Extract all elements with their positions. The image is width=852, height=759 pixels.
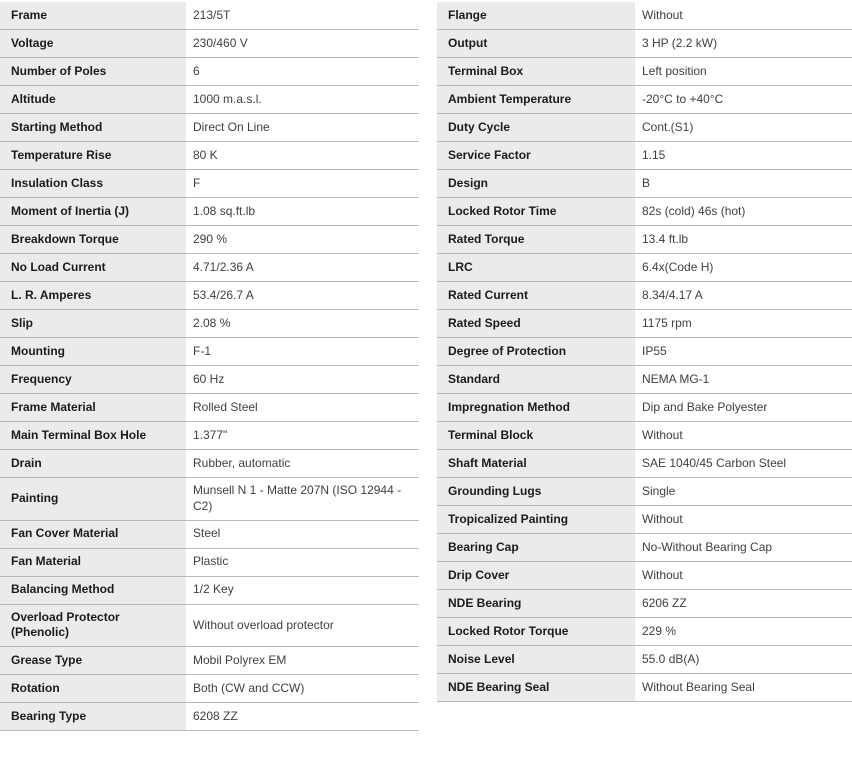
spec-value: Without (635, 422, 852, 449)
spec-label: LRC (437, 254, 635, 281)
spec-value: Left position (635, 58, 852, 85)
spec-value: 1.15 (635, 142, 852, 169)
table-row (0, 521, 419, 549)
spec-value: 1000 m.a.s.l. (186, 86, 419, 113)
spec-value: 1.377" (186, 422, 419, 449)
spec-label: Insulation Class (0, 170, 186, 197)
spec-label: Standard (437, 366, 635, 393)
table-row (0, 366, 419, 394)
spec-label: NDE Bearing Seal (437, 674, 635, 701)
spec-value: -20°C to +40°C (635, 86, 852, 113)
table-row (437, 226, 852, 254)
table-row (0, 58, 419, 86)
spec-value: Without (635, 562, 852, 589)
spec-value: 6206 ZZ (635, 590, 852, 617)
table-row (0, 577, 419, 605)
table-row (437, 590, 852, 618)
table-row (437, 30, 852, 58)
spec-label: Flange (437, 2, 635, 29)
spec-value: B (635, 170, 852, 197)
spec-value: SAE 1040/45 Carbon Steel (635, 450, 852, 477)
spec-value: 53.4/26.7 A (186, 282, 419, 309)
table-row (437, 618, 852, 646)
table-row (437, 170, 852, 198)
spec-value: Cont.(S1) (635, 114, 852, 141)
spec-value: Plastic (186, 549, 419, 576)
spec-value: 82s (cold) 46s (hot) (635, 198, 852, 225)
spec-label: Frame Material (0, 394, 186, 421)
table-row (437, 142, 852, 170)
spec-label: Rotation (0, 675, 186, 702)
table-row (0, 254, 419, 282)
spec-label: Bearing Type (0, 703, 186, 730)
spec-value: 1.08 sq.ft.lb (186, 198, 419, 225)
spec-label: Duty Cycle (437, 114, 635, 141)
table-row (0, 478, 419, 521)
spec-label: Shaft Material (437, 450, 635, 477)
spec-label: Output (437, 30, 635, 57)
spec-value: NEMA MG-1 (635, 366, 852, 393)
table-row (0, 142, 419, 170)
table-row (437, 310, 852, 338)
table-row (0, 422, 419, 450)
spec-label: Moment of Inertia (J) (0, 198, 186, 225)
table-row (437, 478, 852, 506)
spec-value: 1175 rpm (635, 310, 852, 337)
spec-value: 290 % (186, 226, 419, 253)
spec-label: Frequency (0, 366, 186, 393)
table-row (437, 562, 852, 590)
spec-value: Without overload protector (186, 605, 419, 647)
spec-value: Without (635, 2, 852, 29)
spec-value: No-Without Bearing Cap (635, 534, 852, 561)
spec-label: Tropicalized Painting (437, 506, 635, 533)
spec-label: Terminal Box (437, 58, 635, 85)
spec-label: Rated Torque (437, 226, 635, 253)
spec-value: 55.0 dB(A) (635, 646, 852, 673)
spec-label: Rated Speed (437, 310, 635, 337)
spec-label: Painting (0, 478, 186, 520)
spec-label: Terminal Block (437, 422, 635, 449)
table-row (0, 394, 419, 422)
spec-table-right (437, 2, 852, 702)
spec-value: Rubber, automatic (186, 450, 419, 477)
table-row (0, 170, 419, 198)
spec-label: L. R. Amperes (0, 282, 186, 309)
table-row (437, 366, 852, 394)
table-row (0, 675, 419, 703)
spec-label: Rated Current (437, 282, 635, 309)
spec-value: 213/5T (186, 2, 419, 29)
spec-label: Grease Type (0, 647, 186, 674)
spec-label: Grounding Lugs (437, 478, 635, 505)
spec-label: Balancing Method (0, 577, 186, 604)
table-row (437, 394, 852, 422)
spec-value: Both (CW and CCW) (186, 675, 419, 702)
spec-value: 230/460 V (186, 30, 419, 57)
table-row (437, 338, 852, 366)
spec-value: 3 HP (2.2 kW) (635, 30, 852, 57)
spec-label: Degree of Protection (437, 338, 635, 365)
spec-value: Mobil Polyrex EM (186, 647, 419, 674)
spec-label: Locked Rotor Time (437, 198, 635, 225)
spec-label: Bearing Cap (437, 534, 635, 561)
spec-label: Main Terminal Box Hole (0, 422, 186, 449)
table-row (0, 2, 419, 30)
table-row (437, 254, 852, 282)
spec-label: Noise Level (437, 646, 635, 673)
spec-value: 8.34/4.17 A (635, 282, 852, 309)
spec-label: Temperature Rise (0, 142, 186, 169)
table-row (437, 674, 852, 702)
table-row (0, 114, 419, 142)
spec-value: Without (635, 506, 852, 533)
spec-value: F (186, 170, 419, 197)
table-row (0, 30, 419, 58)
spec-label: Drip Cover (437, 562, 635, 589)
table-row (0, 605, 419, 648)
table-row (437, 534, 852, 562)
table-row (0, 450, 419, 478)
table-row (0, 198, 419, 226)
table-row (0, 703, 419, 731)
spec-value: 229 % (635, 618, 852, 645)
spec-value: 6.4x(Code H) (635, 254, 852, 281)
spec-label: Design (437, 170, 635, 197)
spec-value: IP55 (635, 338, 852, 365)
spec-label: Number of Poles (0, 58, 186, 85)
spec-value: 4.71/2.36 A (186, 254, 419, 281)
table-row (437, 422, 852, 450)
spec-value: 2.08 % (186, 310, 419, 337)
table-row (437, 58, 852, 86)
table-row (437, 198, 852, 226)
table-row (0, 226, 419, 254)
spec-label: Service Factor (437, 142, 635, 169)
table-row (0, 549, 419, 577)
table-row (437, 450, 852, 478)
spec-label: Overload Protector (Phenolic) (0, 605, 186, 647)
spec-value: 1/2 Key (186, 577, 419, 604)
spec-value: 6 (186, 58, 419, 85)
spec-label: Mounting (0, 338, 186, 365)
table-row (0, 282, 419, 310)
spec-label: Impregnation Method (437, 394, 635, 421)
table-row (437, 646, 852, 674)
spec-value: F-1 (186, 338, 419, 365)
spec-label: Voltage (0, 30, 186, 57)
table-row (437, 2, 852, 30)
spec-label: Slip (0, 310, 186, 337)
spec-value: Single (635, 478, 852, 505)
table-row (437, 506, 852, 534)
spec-label: Fan Cover Material (0, 521, 186, 548)
spec-label: Frame (0, 2, 186, 29)
spec-value: 80 K (186, 142, 419, 169)
table-row (0, 310, 419, 338)
table-row (437, 114, 852, 142)
spec-label: Altitude (0, 86, 186, 113)
spec-value: 60 Hz (186, 366, 419, 393)
spec-label: No Load Current (0, 254, 186, 281)
spec-label: Drain (0, 450, 186, 477)
spec-value: Dip and Bake Polyester (635, 394, 852, 421)
table-row (437, 86, 852, 114)
table-row (0, 338, 419, 366)
spec-label: Starting Method (0, 114, 186, 141)
spec-value: Without Bearing Seal (635, 674, 852, 701)
spec-value: Steel (186, 521, 419, 548)
spec-value: Rolled Steel (186, 394, 419, 421)
spec-label: Breakdown Torque (0, 226, 186, 253)
spec-label: Locked Rotor Torque (437, 618, 635, 645)
spec-value: Munsell N 1 - Matte 207N (ISO 12944 - C2) (186, 478, 419, 520)
spec-value: Direct On Line (186, 114, 419, 141)
table-row (0, 647, 419, 675)
table-row (0, 86, 419, 114)
table-row (437, 282, 852, 310)
spec-value: 6208 ZZ (186, 703, 419, 730)
spec-label: Fan Material (0, 549, 186, 576)
spec-label: Ambient Temperature (437, 86, 635, 113)
spec-value: 13.4 ft.lb (635, 226, 852, 253)
spec-table-left (0, 2, 419, 731)
spec-label: NDE Bearing (437, 590, 635, 617)
